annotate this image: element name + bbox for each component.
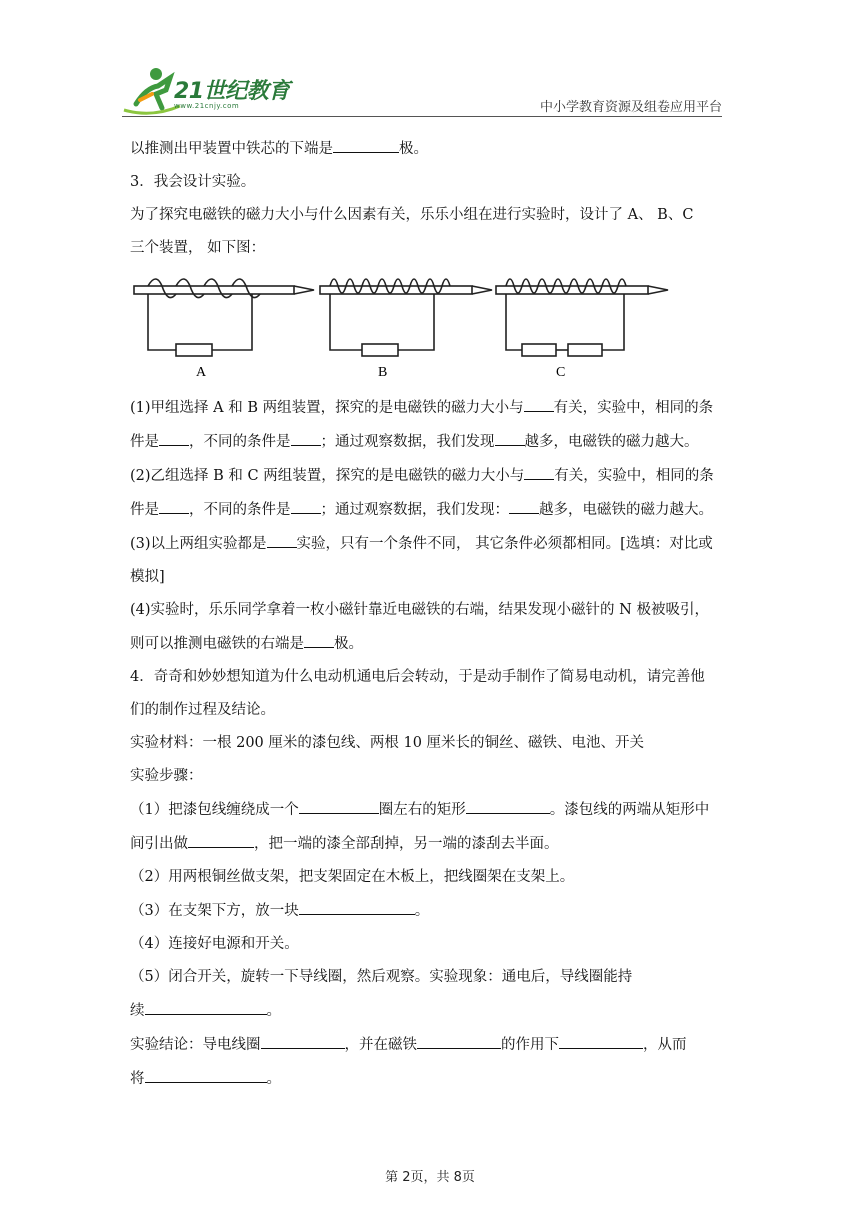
label-a: A — [196, 365, 207, 380]
logo-url: www.21cnjy.com — [174, 102, 240, 110]
answer-blank[interactable] — [291, 431, 321, 446]
electromagnet-diagram — [130, 272, 732, 384]
q4-step5: （5）闭合开关，旋转一下导线圈，然后观察。实验现象：通电后，导线圈能持 — [130, 969, 633, 985]
answer-blank[interactable] — [495, 431, 525, 446]
q4-conclusion-cont: 将 。 — [130, 1068, 732, 1089]
answer-blank[interactable] — [333, 138, 399, 153]
answer-blank[interactable] — [559, 1034, 643, 1049]
answer-blank[interactable] — [417, 1034, 501, 1049]
q4-step4: （4）连接好电源和开关。 — [130, 936, 299, 952]
logo-text: 21世纪教育 — [174, 79, 290, 104]
answer-blank[interactable] — [509, 499, 539, 514]
q2-tail — [130, 138, 732, 159]
answer-blank[interactable] — [524, 465, 554, 480]
q3-part1: (1)甲组选择 A 和 B 两组装置，探究的是电磁铁的磁力大小与 有关，实验中，相同的条 — [130, 397, 732, 418]
answer-blank[interactable] — [466, 799, 550, 814]
q4-step1: （1）把漆包线缠绕成一个 圈左右的矩形 。漆包线的两端从矩形中 — [130, 799, 732, 820]
answer-blank[interactable] — [145, 1000, 267, 1015]
q3-part3: (3)以上两组实验都是 实验，只有一个条件不同， 其它条件必须都相同。[选填：对比或 — [130, 533, 732, 554]
answer-blank[interactable] — [261, 1034, 345, 1049]
q3-part1-cont: 件是 ，不同的条件是 ；通过观察数据，我们发现 越多，电磁铁的磁力越大。 — [130, 431, 732, 452]
q4-materials: 实验材料：一根 200 厘米的漆包线、两根 10 厘米长的铜丝、磁铁、电池、开关 — [130, 735, 645, 751]
q4-step5-cont: 续 。 — [130, 1000, 732, 1021]
q3-intro: 为了探究电磁铁的磁力大小与什么因素有关，乐乐小组在进行实验时，设计了 A、 B、C — [130, 207, 694, 223]
answer-blank[interactable] — [159, 499, 189, 514]
q3-part4-cont: 则可以推测电磁铁的右端是 极。 — [130, 633, 732, 654]
header-rule — [122, 116, 722, 117]
q3-part3-cont: 模拟] — [130, 569, 165, 585]
page-content — [130, 138, 732, 1089]
answer-blank[interactable] — [291, 499, 321, 514]
answer-blank[interactable] — [267, 533, 297, 548]
answer-blank[interactable] — [145, 1068, 267, 1083]
answer-blank[interactable] — [299, 900, 415, 915]
answer-blank[interactable] — [299, 799, 379, 814]
device-b — [320, 279, 492, 356]
answer-blank[interactable] — [188, 833, 254, 848]
q4-conclusion: 实验结论：导电线圈 ，并在磁铁 的作用下 ，从而 — [130, 1034, 732, 1055]
q3-number: 3．我会设计实验。 — [130, 174, 256, 190]
q3-part2: (2)乙组选择 B 和 C 两组装置，探究的是电磁铁的磁力大小与 有关，实验中，相同的条 — [130, 465, 732, 486]
q3-part4: (4)实验时，乐乐同学拿着一枚小磁针靠近电磁铁的右端，结果发现小磁针的 N 极被吸引， — [130, 602, 709, 618]
q3-intro-2: 三个装置， 如下图： — [130, 240, 266, 256]
label-b: B — [378, 365, 388, 380]
q4-step3: （3）在支架下方，放一块 。 — [130, 900, 732, 921]
label-c: C — [556, 365, 566, 380]
q4-line1: 4．奇奇和妙妙想知道为什么电动机通电后会转动，于是动手制作了简易电动机，请完善他 — [130, 669, 705, 685]
answer-blank[interactable] — [524, 397, 554, 412]
page-footer: 第 2页，共 8页 — [385, 1170, 475, 1185]
device-c — [496, 279, 668, 356]
runner-logo-icon — [122, 64, 182, 118]
platform-name: 中小学教育资源及组卷应用平台 — [539, 100, 722, 115]
electromagnet-figure — [130, 272, 732, 384]
q2-tail-text: 以推测出甲装置中铁芯的下端是 — [130, 141, 333, 157]
q4-step1-cont: 间引出做 ，把一端的漆全部刮掉，另一端的漆刮去半面。 — [130, 833, 732, 854]
device-a — [134, 279, 314, 356]
q4-step2: （2）用两根铜丝做支架，把支架固定在木板上，把线圈架在支架上。 — [130, 869, 575, 885]
q2-tail-end: 极。 — [399, 141, 428, 157]
q4-steps-label: 实验步骤： — [130, 768, 203, 784]
answer-blank[interactable] — [304, 633, 334, 648]
q3-part2-cont: 件是 ，不同的条件是 ；通过观察数据，我们发现： 越多，电磁铁的磁力越大。 — [130, 499, 732, 520]
q4-line2: 们的制作过程及结论。 — [130, 702, 275, 718]
answer-blank[interactable] — [159, 431, 189, 446]
page-header — [122, 64, 722, 118]
logo — [122, 64, 302, 118]
